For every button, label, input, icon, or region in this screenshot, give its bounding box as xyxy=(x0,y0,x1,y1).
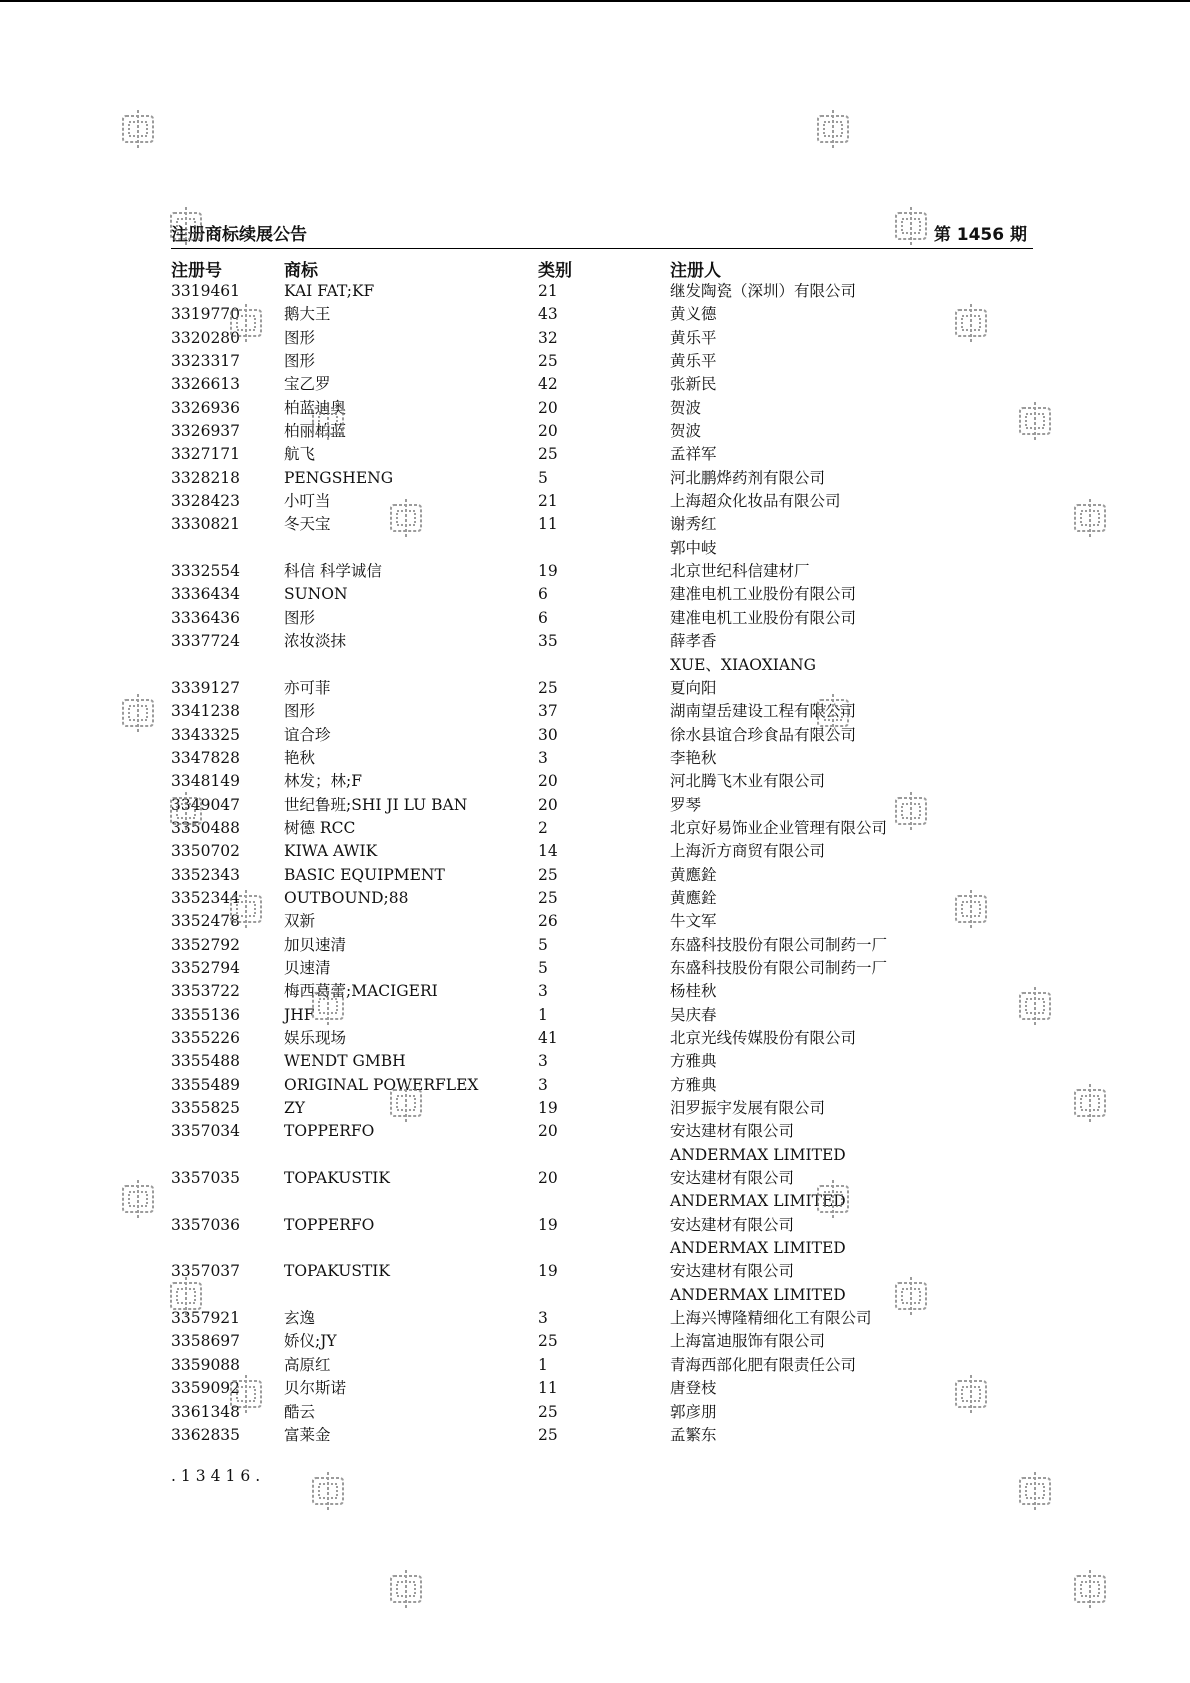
class-cell: 11 xyxy=(538,515,558,534)
class-cell: 32 xyxy=(538,328,558,347)
table-row xyxy=(171,280,1033,303)
watermark-stamp-icon xyxy=(815,108,851,152)
table-row xyxy=(171,700,1033,723)
watermark-stamp-icon xyxy=(120,1178,156,1222)
table-row xyxy=(171,630,1033,677)
class-cell: 25 xyxy=(538,1402,558,1421)
mark-cell: 谊合珍 xyxy=(284,725,331,744)
class-cell: 5 xyxy=(538,935,548,954)
registrant-cell: 安达建材有限公司 xyxy=(670,1169,795,1188)
class-cell: 42 xyxy=(538,375,558,394)
table-row xyxy=(171,840,1033,863)
registrant-cell: 安达建材有限公司 xyxy=(670,1215,795,1234)
registrant-cell: 北京好易饰业企业管理有限公司 xyxy=(670,818,888,837)
table-row xyxy=(171,1074,1033,1097)
mark-cell: 高原红 xyxy=(284,1355,331,1374)
class-cell: 19 xyxy=(538,1215,558,1234)
reg-no-cell: 3336436 xyxy=(171,608,241,627)
registrant-cell: ANDERMAX LIMITED xyxy=(670,1285,846,1304)
mark-cell: 富莱金 xyxy=(284,1425,331,1444)
table-row xyxy=(171,1354,1033,1377)
table-row xyxy=(171,1050,1033,1073)
registrant-cell: 李艳秋 xyxy=(670,748,717,767)
table-row xyxy=(171,1004,1033,1027)
reg-no-cell: 3358697 xyxy=(171,1332,241,1351)
mark-cell: 贝速清 xyxy=(284,958,331,977)
reg-no-cell: 3330821 xyxy=(171,515,241,534)
table-row xyxy=(171,513,1033,560)
reg-no-cell: 3352344 xyxy=(171,888,241,907)
registrant-cell: XUE、XIAOXIANG xyxy=(670,655,816,674)
reg-no-cell: 3327171 xyxy=(171,445,241,464)
watermark-stamp-icon xyxy=(1072,1568,1108,1612)
col-header-registrant: 注册人 xyxy=(670,261,721,281)
table-row xyxy=(171,1401,1033,1424)
class-cell: 35 xyxy=(538,632,558,651)
mark-cell: ORIGINAL POWERFLEX xyxy=(284,1075,479,1094)
mark-cell: 树德 RCC xyxy=(284,818,356,837)
class-cell: 21 xyxy=(538,282,558,300)
reg-no-cell: 3319770 xyxy=(171,305,241,324)
class-cell: 25 xyxy=(538,678,558,697)
watermark-stamp-icon xyxy=(388,1568,424,1612)
class-cell: 43 xyxy=(538,305,558,324)
registrant-cell: 徐水县谊合珍食品有限公司 xyxy=(670,725,857,744)
registrant-cell: 建准电机工业股份有限公司 xyxy=(670,608,857,627)
trademark-table xyxy=(171,280,1033,1447)
table-row xyxy=(171,864,1033,887)
table-row xyxy=(171,1120,1033,1167)
class-cell: 25 xyxy=(538,1332,558,1351)
table-row xyxy=(171,934,1033,957)
mark-cell: OUTBOUND;88 xyxy=(284,888,409,907)
class-cell: 3 xyxy=(538,1309,548,1328)
class-cell: 19 xyxy=(538,1262,558,1281)
reg-no-cell: 3357921 xyxy=(171,1309,241,1328)
class-cell: 14 xyxy=(538,842,558,861)
column-headers xyxy=(171,256,1033,281)
mark-cell: 亦可菲 xyxy=(284,678,331,697)
reg-no-cell: 3359088 xyxy=(171,1355,241,1374)
mark-cell: 科信 科学诚信 xyxy=(284,562,382,581)
class-cell: 3 xyxy=(538,1075,548,1094)
registrant-cell: 青海西部化肥有限责任公司 xyxy=(670,1355,857,1374)
mark-cell: 柏蓝迪奥 xyxy=(284,398,347,417)
table-row xyxy=(171,1377,1033,1400)
class-cell: 3 xyxy=(538,982,548,1001)
registrant-cell: 北京世纪科信建材厂 xyxy=(670,562,810,581)
watermark-stamp-icon xyxy=(168,205,204,249)
reg-no-cell: 3326937 xyxy=(171,422,241,441)
table-row xyxy=(171,677,1033,700)
registrant-cell: 唐登枝 xyxy=(670,1379,717,1398)
class-cell: 19 xyxy=(538,562,558,581)
registrant-cell: 杨桂秋 xyxy=(670,982,717,1001)
reg-no-cell: 3332554 xyxy=(171,562,241,581)
registrant-cell: 孟祥军 xyxy=(670,445,717,464)
class-cell: 20 xyxy=(538,1122,558,1141)
reg-no-cell: 3320280 xyxy=(171,328,241,347)
mark-cell: 艳秋 xyxy=(284,748,316,767)
reg-no-cell: 3326936 xyxy=(171,398,241,417)
watermark-stamp-icon xyxy=(815,1178,851,1222)
registrant-cell: 河北腾飞木业有限公司 xyxy=(670,772,826,791)
mark-cell: 图形 xyxy=(284,608,316,627)
page-title: 注册商标续展公告 xyxy=(171,225,307,245)
watermark-stamp-icon xyxy=(168,790,204,834)
watermark-stamp-icon xyxy=(815,692,851,736)
registrant-cell: 罗琴 xyxy=(670,795,702,814)
registrant-cell: 贺波 xyxy=(670,398,702,417)
table-row xyxy=(171,467,1033,490)
registrant-cell: 张新民 xyxy=(670,375,717,394)
mark-cell: TOPPERFO xyxy=(284,1122,375,1141)
registrant-cell: 黄應銓 xyxy=(670,865,717,884)
mark-cell: 浓妆淡抹 xyxy=(284,632,347,651)
table-row xyxy=(171,1097,1033,1120)
table-row xyxy=(171,747,1033,770)
reg-no-cell: 3349047 xyxy=(171,795,241,814)
reg-no-cell: 3343325 xyxy=(171,725,241,744)
class-cell: 6 xyxy=(538,585,548,604)
class-cell: 30 xyxy=(538,725,558,744)
reg-no-cell: 3355825 xyxy=(171,1099,241,1118)
reg-no-cell: 3361348 xyxy=(171,1402,241,1421)
class-cell: 21 xyxy=(538,492,558,511)
col-header-mark: 商标 xyxy=(284,261,318,281)
reg-no-cell: 3350702 xyxy=(171,842,241,861)
mark-cell: 冬天宝 xyxy=(284,515,331,534)
watermark-stamp-icon xyxy=(228,1373,264,1417)
table-row xyxy=(171,420,1033,443)
watermark-stamp-icon xyxy=(1072,1082,1108,1126)
reg-no-cell: 3326613 xyxy=(171,375,241,394)
class-cell: 20 xyxy=(538,398,558,417)
mark-cell: JHF xyxy=(284,1005,315,1024)
reg-no-cell: 3352478 xyxy=(171,912,241,931)
page-number: .13416. xyxy=(171,1467,266,1485)
watermark-stamp-icon xyxy=(310,400,346,444)
watermark-stamp-icon xyxy=(953,888,989,932)
mark-cell: BASIC EQUIPMENT xyxy=(284,865,445,884)
registrant-cell: 上海富迪服饰有限公司 xyxy=(670,1332,826,1351)
class-cell: 5 xyxy=(538,468,548,487)
table-row xyxy=(171,1424,1033,1447)
class-cell: 25 xyxy=(538,352,558,371)
reg-no-cell: 3355488 xyxy=(171,1052,241,1071)
registrant-cell: 郭彦朋 xyxy=(670,1402,717,1421)
registrant-cell: 北京光线传媒股份有限公司 xyxy=(670,1029,857,1047)
table-row xyxy=(171,327,1033,350)
mark-cell: 娇仪;JY xyxy=(284,1332,337,1351)
mark-cell: 小叮当 xyxy=(284,492,331,511)
registrant-cell: 东盛科技股份有限公司制药一厂 xyxy=(670,935,888,954)
reg-no-cell: 3337724 xyxy=(171,632,241,651)
registrant-cell: 安达建材有限公司 xyxy=(670,1262,795,1281)
registrant-cell: 黄乐平 xyxy=(670,352,717,371)
mark-cell: 林发；林;F xyxy=(284,772,362,791)
registrant-cell: 谢秀红 xyxy=(670,515,717,534)
table-row xyxy=(171,303,1033,326)
reg-no-cell: 3352794 xyxy=(171,958,241,977)
top-rule xyxy=(0,0,1190,2)
class-cell: 25 xyxy=(538,445,558,464)
registrant-cell: 方雅典 xyxy=(670,1052,717,1071)
class-cell: 25 xyxy=(538,1425,558,1444)
class-cell: 2 xyxy=(538,818,548,837)
reg-no-cell: 3319461 xyxy=(171,282,241,300)
mark-cell: ZY xyxy=(284,1099,306,1118)
issue-number: 第 1456 期 xyxy=(933,225,1027,245)
table-row xyxy=(171,607,1033,630)
watermark-stamp-icon xyxy=(953,1373,989,1417)
watermark-stamp-icon xyxy=(388,497,424,541)
watermark-stamp-icon xyxy=(893,790,929,834)
reg-no-cell: 3341238 xyxy=(171,702,241,721)
table-row xyxy=(171,443,1033,466)
class-cell: 41 xyxy=(538,1029,558,1047)
watermark-stamp-icon xyxy=(310,1470,346,1514)
reg-no-cell: 3350488 xyxy=(171,818,241,837)
class-cell: 11 xyxy=(538,1379,558,1398)
reg-no-cell: 3355226 xyxy=(171,1029,241,1047)
reg-no-cell: 3357035 xyxy=(171,1169,241,1188)
mark-cell: 娱乐现场 xyxy=(284,1029,347,1047)
class-cell: 1 xyxy=(538,1355,548,1374)
reg-no-cell: 3355489 xyxy=(171,1075,241,1094)
registrant-cell: 薛孝香 xyxy=(670,632,717,651)
mark-cell: KAI FAT;KF xyxy=(284,282,375,300)
registrant-cell: 黄义德 xyxy=(670,305,717,324)
mark-cell: TOPAKUSTIK xyxy=(284,1262,390,1281)
class-cell: 5 xyxy=(538,958,548,977)
mark-cell: 梅西葛蕾;MACIGERI xyxy=(284,982,438,1001)
reg-no-cell: 3357034 xyxy=(171,1122,241,1141)
reg-no-cell: 3348149 xyxy=(171,772,241,791)
registrant-cell: ANDERMAX LIMITED xyxy=(670,1145,846,1164)
reg-no-cell: 3359092 xyxy=(171,1379,241,1398)
table-row xyxy=(171,560,1033,583)
registrant-cell: 河北鹏烨药剂有限公司 xyxy=(670,468,826,487)
registrant-cell: 方雅典 xyxy=(670,1075,717,1094)
mark-cell: 双新 xyxy=(284,912,316,931)
watermark-stamp-icon xyxy=(1017,400,1053,444)
mark-cell: WENDT GMBH xyxy=(284,1052,406,1071)
mark-cell: PENGSHENG xyxy=(284,468,394,487)
watermark-stamp-icon xyxy=(953,302,989,346)
reg-no-cell: 3339127 xyxy=(171,678,241,697)
watermark-stamp-icon xyxy=(168,1275,204,1319)
reg-no-cell: 3347828 xyxy=(171,748,241,767)
table-row xyxy=(171,957,1033,980)
table-row xyxy=(171,583,1033,606)
table-row xyxy=(171,724,1033,747)
registrant-cell: 湖南望岳建设工程有限公司 xyxy=(670,702,857,721)
table-row xyxy=(171,1214,1033,1261)
reg-no-cell: 3353722 xyxy=(171,982,241,1001)
watermark-stamp-icon xyxy=(228,302,264,346)
class-cell: 26 xyxy=(538,912,558,931)
mark-cell: 航飞 xyxy=(284,445,316,464)
watermark-stamp-icon xyxy=(228,888,264,932)
registrant-cell: 安达建材有限公司 xyxy=(670,1122,795,1141)
class-cell: 3 xyxy=(538,1052,548,1071)
registrant-cell: 东盛科技股份有限公司制药一厂 xyxy=(670,958,888,977)
mark-cell: TOPAKUSTIK xyxy=(284,1169,390,1188)
table-row xyxy=(171,397,1033,420)
registrant-cell: 上海沂方商贸有限公司 xyxy=(670,842,826,861)
class-cell: 6 xyxy=(538,608,548,627)
table-row xyxy=(171,910,1033,933)
registrant-cell: 黄應銓 xyxy=(670,888,717,907)
reg-no-cell: 3352343 xyxy=(171,865,241,884)
registrant-cell: 吴庆春 xyxy=(670,1005,717,1024)
class-cell: 1 xyxy=(538,1005,548,1024)
class-cell: 19 xyxy=(538,1099,558,1118)
reg-no-cell: 3362835 xyxy=(171,1425,241,1444)
reg-no-cell: 3352792 xyxy=(171,935,241,954)
mark-cell: 柏丽柏蓝 xyxy=(284,422,347,441)
reg-no-cell: 3328218 xyxy=(171,468,241,487)
class-cell: 3 xyxy=(538,748,548,767)
mark-cell: 图形 xyxy=(284,352,316,371)
registrant-cell: 郭中岐 xyxy=(670,538,717,557)
mark-cell: TOPPERFO xyxy=(284,1215,375,1234)
table-row xyxy=(171,350,1033,373)
watermark-stamp-icon xyxy=(1017,1470,1053,1514)
col-header-reg-no: 注册号 xyxy=(171,261,222,281)
mark-cell: KIWA AWIK xyxy=(284,842,378,861)
registrant-cell: ANDERMAX LIMITED xyxy=(670,1239,846,1258)
class-cell: 25 xyxy=(538,888,558,907)
class-cell: 20 xyxy=(538,422,558,441)
registrant-cell: 继发陶瓷（深圳）有限公司 xyxy=(670,282,857,300)
watermark-stamp-icon xyxy=(120,692,156,736)
registrant-cell: 孟繁东 xyxy=(670,1425,717,1444)
mark-cell: 世纪鲁班;SHI JI LU BAN xyxy=(284,795,468,814)
col-header-class: 类别 xyxy=(538,261,572,281)
table-row xyxy=(171,1330,1033,1353)
mark-cell: 鹅大王 xyxy=(284,305,331,324)
mark-cell: 贝尔斯诺 xyxy=(284,1379,347,1398)
registrant-cell: 牛文军 xyxy=(670,912,717,931)
registrant-cell: ANDERMAX LIMITED xyxy=(670,1192,846,1211)
registrant-cell: 上海超众化妆品有限公司 xyxy=(670,492,841,511)
registrant-cell: 建准电机工业股份有限公司 xyxy=(670,585,857,604)
table-row xyxy=(171,373,1033,396)
mark-cell: SUNON xyxy=(284,585,348,604)
registrant-cell: 黄乐平 xyxy=(670,328,717,347)
watermark-stamp-icon xyxy=(893,1275,929,1319)
reg-no-cell: 3328423 xyxy=(171,492,241,511)
reg-no-cell: 3357037 xyxy=(171,1262,241,1281)
mark-cell: 宝乙罗 xyxy=(284,375,331,394)
watermark-stamp-icon xyxy=(120,108,156,152)
registrant-cell: 汨罗振宇发展有限公司 xyxy=(670,1099,826,1118)
class-cell: 37 xyxy=(538,702,558,721)
class-cell: 25 xyxy=(538,865,558,884)
registrant-cell: 夏向阳 xyxy=(670,678,717,697)
mark-cell: 玄逸 xyxy=(284,1309,316,1328)
reg-no-cell: 3336434 xyxy=(171,585,241,604)
mark-cell: 图形 xyxy=(284,328,316,347)
watermark-stamp-icon xyxy=(1017,985,1053,1029)
reg-no-cell: 3323317 xyxy=(171,352,241,371)
reg-no-cell: 3355136 xyxy=(171,1005,241,1024)
watermark-stamp-icon xyxy=(310,985,346,1029)
mark-cell: 酷云 xyxy=(284,1402,316,1421)
table-row xyxy=(171,887,1033,910)
registrant-cell: 上海兴博隆精细化工有限公司 xyxy=(670,1309,872,1328)
table-row xyxy=(171,1167,1033,1214)
class-cell: 20 xyxy=(538,772,558,791)
table-row xyxy=(171,1027,1033,1050)
watermark-stamp-icon xyxy=(1072,497,1108,541)
mark-cell: 加贝速清 xyxy=(284,935,347,954)
watermark-stamp-icon xyxy=(893,205,929,249)
reg-no-cell: 3357036 xyxy=(171,1215,241,1234)
registrant-cell: 贺波 xyxy=(670,422,702,441)
mark-cell: 图形 xyxy=(284,702,316,721)
class-cell: 20 xyxy=(538,795,558,814)
table-row xyxy=(171,980,1033,1003)
watermark-stamp-icon xyxy=(388,1082,424,1126)
class-cell: 20 xyxy=(538,1169,558,1188)
table-row xyxy=(171,490,1033,513)
